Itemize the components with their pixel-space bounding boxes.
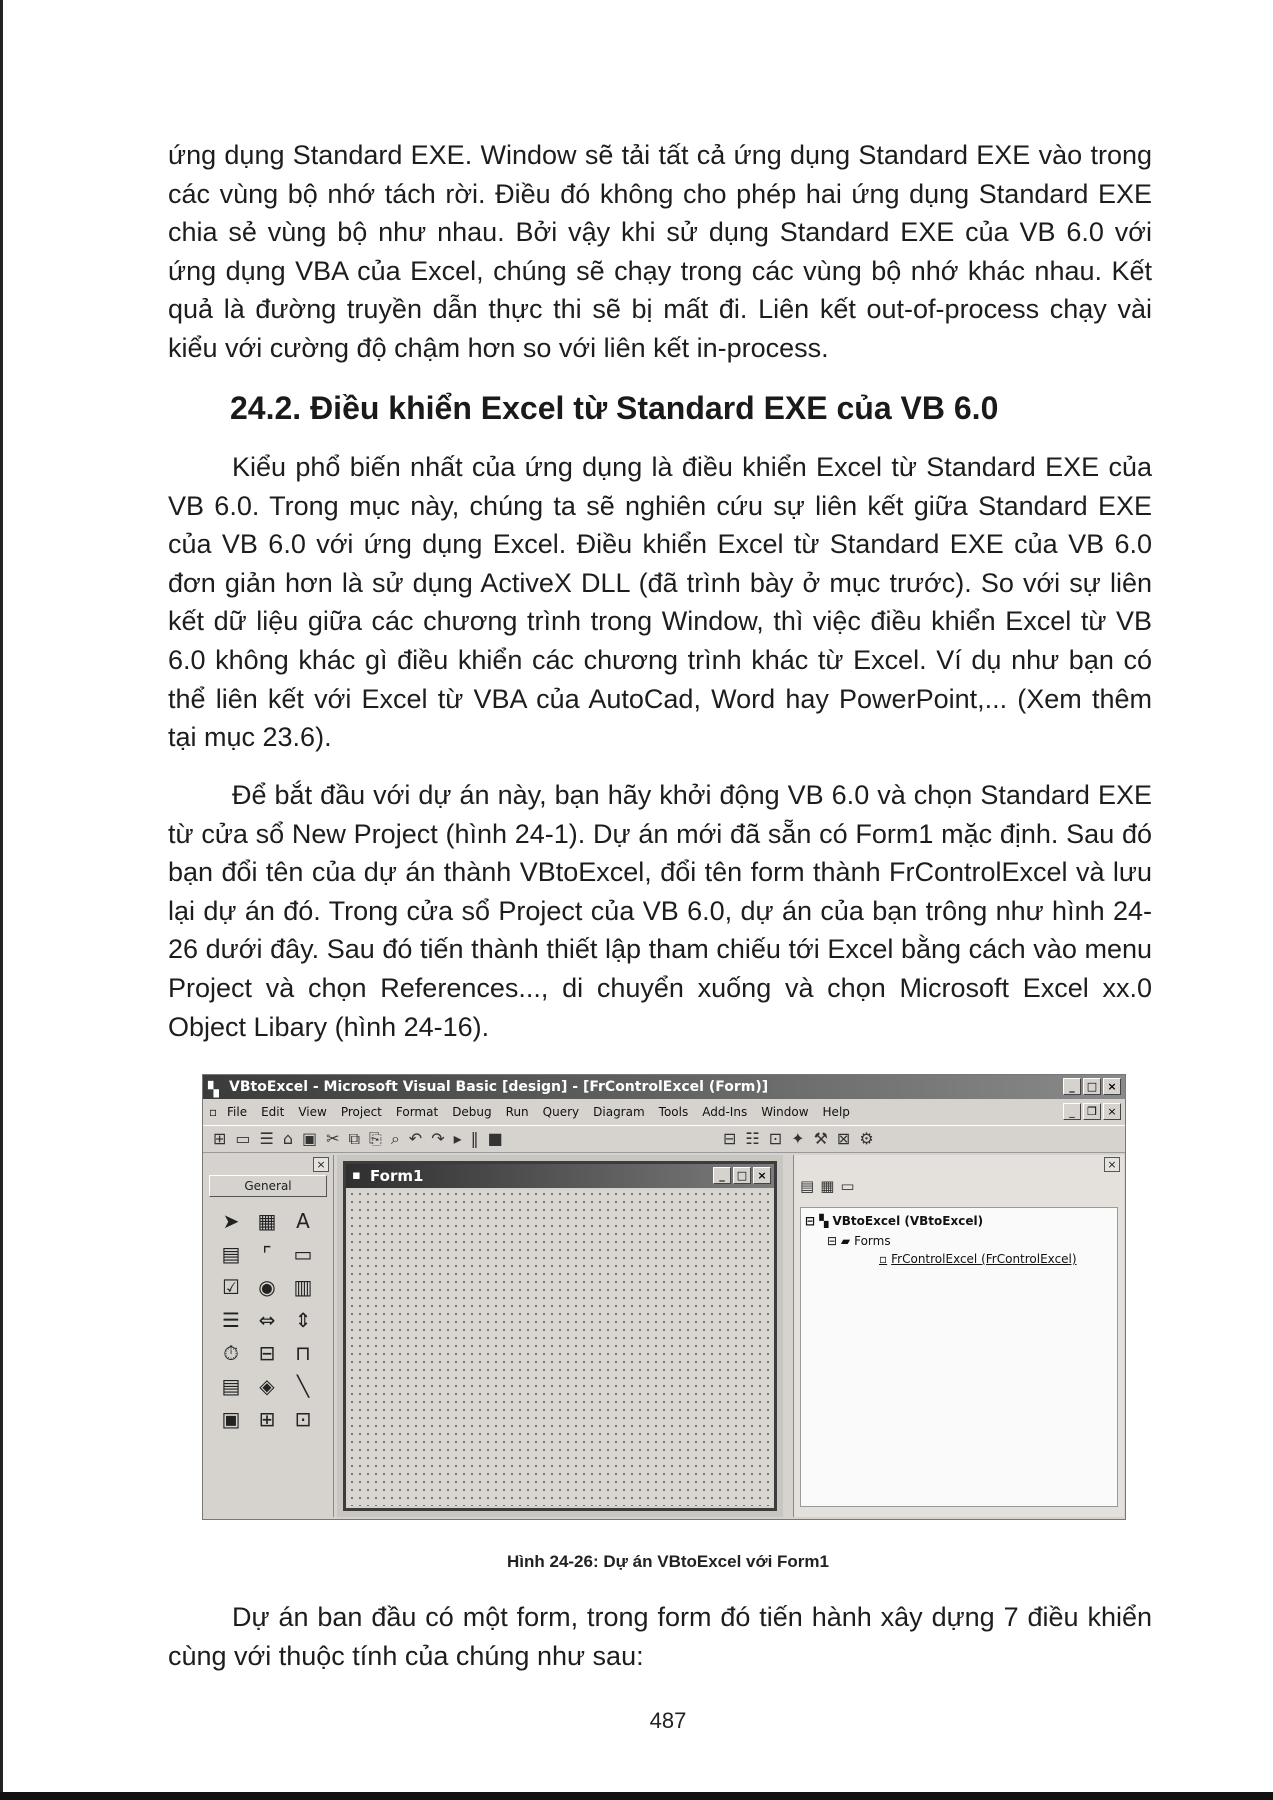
tree-project-label: VBtoExcel (VBtoExcel) [832,1214,984,1228]
tree-node-form[interactable] [879,1250,1077,1268]
standard-toolbar [203,1125,1125,1153]
vb6-ide-screenshot [202,1074,1126,1520]
close-button[interactable]: × [1103,1078,1121,1095]
component-manager-icon[interactable]: ⚙ [859,1129,874,1148]
menu-run[interactable]: Run [505,1105,529,1119]
toggle-folders-icon[interactable]: ▭ [840,1177,855,1195]
menu-edit[interactable]: Edit [261,1105,285,1119]
timer-tool-icon[interactable]: ⏱ [223,1341,239,1365]
project-explorer-buttons [800,1177,855,1195]
menu-view[interactable]: View [298,1105,327,1119]
form1-buttons [713,1167,771,1184]
cut-icon[interactable]: ✂ [326,1129,340,1148]
pointer-tool-icon[interactable]: ➤ [222,1209,240,1233]
textbox-tool-icon[interactable]: ▤ [221,1242,241,1266]
data-view-icon[interactable]: ⊠ [836,1129,851,1148]
project-close-icon[interactable]: × [1104,1157,1120,1172]
form1-designer-window[interactable] [343,1161,777,1511]
toolbox-tools [213,1205,321,1436]
menu-file[interactable]: File [227,1105,248,1119]
copy-icon[interactable]: ⧉ [348,1129,360,1148]
shape-tool-icon[interactable]: ◈ [259,1374,275,1398]
ide-menubar [203,1101,1125,1123]
paragraph-closing [168,1598,1152,1675]
start-icon[interactable]: ▸ [453,1129,462,1148]
filelistbox-tool-icon[interactable]: ▤ [221,1374,241,1398]
hscrollbar-tool-icon[interactable]: ⇔ [258,1308,276,1332]
project-explorer-icon[interactable]: ⊟ [723,1129,737,1148]
page-number: 487 [649,1708,687,1733]
paste-icon[interactable]: ⎘ [369,1129,382,1148]
data-tool-icon[interactable]: ⊞ [258,1407,276,1431]
paragraph-section [168,448,1152,757]
project-icon: ⊟ ▚ [805,1214,829,1228]
end-icon[interactable]: ■ [487,1129,503,1148]
ole-tool-icon[interactable]: ⊡ [294,1407,312,1431]
combobox-tool-icon[interactable]: ▥ [293,1275,313,1299]
picturebox-tool-icon[interactable]: ▦ [257,1209,277,1233]
object-browser-icon[interactable]: ✦ [791,1129,805,1148]
paragraph-steps [168,776,1152,1046]
form1-title: Form1 [370,1167,424,1185]
form-file-icon: ▫ [879,1252,888,1266]
menu-format[interactable]: Format [395,1105,439,1119]
paragraph-intro-text: ứng dụng Standard EXE. Window sẽ tải tất cả ứng dụng Standard EXE vào trong các vùng bộ nhớ tách rời. Điều đó không cho phép hai ứng dụng Standard EXE chia sẻ vùng bộ như nhau. Bởi vậy khi sử dụng Standard EXE của VB 6.0 với ứng dụng VBA của Excel, chúng sẽ chạy trong các vùng bộ nhớ khác nhau. Kết quả là đường truyền dẫn thực thi sẽ bị mất đi. Liên kết out-of-process chạy vài kiểu với cường độ chậm hơn so với liên kết in-process. [168,140,1152,363]
drivelistbox-tool-icon[interactable]: ⊟ [258,1341,276,1365]
section-heading: 24.2. Điều khiển Excel từ Standard EXE của VB 6.0 [230,390,999,426]
form-minimize-button[interactable]: _ [713,1167,731,1184]
menu-list [227,1101,850,1123]
vb-app-icon: ▚ [208,1082,219,1098]
menu-query[interactable]: Query [542,1105,580,1119]
commandbutton-tool-icon[interactable]: ▭ [293,1242,313,1266]
paragraph-steps-text: Để bắt đầu với dự án này, bạn hãy khởi động VB 6.0 và chọn Standard EXE từ cửa sổ New Project (hình 24-1). Dự án mới đã sẵn có Form1 mặc định. Sau đó bạn đổi tên của dự án thành VBtoExcel, đổi tên form thành FrControlExcel và lưu lại dự án đó. Trong cửa sổ Project của VB 6.0, dự án của bạn trông như hình 24-26 dưới đây. Sau đó tiến thành thiết lập tham chiếu tới Excel bằng cách vào menu Project và chọn References..., di chuyển xuống và chọn Microsoft Excel xx.0 Object Libary (hình 24-16). [168,780,1152,1042]
mdi-window-buttons [1063,1103,1121,1120]
checkbox-tool-icon[interactable]: ☑ [222,1275,240,1299]
form-layout-icon[interactable]: ⊡ [768,1129,783,1148]
label-tool-icon[interactable]: A [296,1209,310,1233]
menu-add-ins[interactable]: Add-Ins [702,1105,748,1119]
tree-node-project[interactable] [805,1212,983,1230]
find-icon[interactable]: ⌕ [390,1129,400,1148]
view-code-icon[interactable]: ▤ [800,1177,815,1195]
menu-project[interactable]: Project [340,1105,382,1119]
ide-titlebar [203,1075,1125,1099]
toolbar-left-group [213,1126,503,1152]
add-project-icon[interactable]: ⊞ [213,1129,227,1148]
menu-window[interactable]: Window [761,1105,809,1119]
toolbar-right-group [723,1126,874,1152]
tree-form-label: FrControlExcel (FrControlExcel) [891,1252,1077,1266]
form1-titlebar [346,1164,774,1188]
folder-icon: ⊟ ▰ [827,1234,851,1248]
properties-window-icon[interactable]: ☷ [745,1129,760,1148]
ide-window-title: VBtoExcel - Microsoft Visual Basic [design] - [FrControlExcel (Form)] [229,1079,769,1095]
menu-tools[interactable]: Tools [658,1105,689,1119]
form-close-button[interactable]: × [753,1167,771,1184]
undo-icon[interactable]: ↶ [408,1129,423,1148]
figure-caption: Hình 24-26: Dự án VBtoExcel với Form1 [507,1552,829,1571]
menu-debug[interactable]: Debug [452,1105,492,1119]
dirlistbox-tool-icon[interactable]: ⊓ [295,1341,311,1365]
vscrollbar-tool-icon[interactable]: ⇕ [294,1308,312,1332]
add-form-icon[interactable]: ▭ [235,1129,251,1148]
line-tool-icon[interactable]: ╲ [296,1374,310,1398]
open-icon[interactable]: ⌂ [282,1129,294,1148]
form-icon: ▪ [352,1168,361,1183]
form-designer-area [337,1155,783,1517]
tree-folder-label: Forms [854,1234,891,1248]
optionbutton-tool-icon[interactable]: ◉ [258,1275,276,1299]
view-object-icon[interactable]: ▦ [820,1177,835,1195]
maximize-button[interactable]: □ [1083,1078,1101,1095]
toolbox-general-tab[interactable]: General [209,1175,327,1197]
toolbox-close-icon[interactable]: × [313,1157,329,1172]
paragraph-intro [168,136,1152,368]
mdi-restore-button[interactable]: ❐ [1083,1103,1101,1120]
ide-window-buttons [1063,1078,1121,1095]
listbox-tool-icon[interactable]: ☰ [222,1308,240,1332]
form-doc-icon: ▫ [209,1105,218,1119]
form-maximize-button[interactable]: □ [733,1167,751,1184]
form1-design-grid[interactable] [348,1190,772,1506]
image-tool-icon[interactable]: ▣ [221,1407,241,1431]
paragraph-section-text: Kiểu phổ biến nhất của ứng dụng là điều khiển Excel từ Standard EXE của VB 6.0. Trong mục này, chúng ta sẽ nghiên cứu sự liên kết giữa Standard EXE của VB 6.0 với ứng dụng Excel. Điều khiển Excel từ Standard EXE của VB 6.0 đơn giản hơn là sử dụng ActiveX DLL (đã trình bày ở mục trước). So với sự liên kết dữ liệu giữa các chương trình trong Window, thì việc điều khiển Excel từ VB 6.0 không khác gì điều khiển các chương trình khác từ Excel. Ví dụ như bạn có thể liên kết với Excel từ VBA của AutoCad, Word hay PowerPoint,... (Xem thêm tại mục 23.6). [168,452,1152,753]
mdi-minimize-button[interactable]: _ [1063,1103,1081,1120]
scan-edge-left [0,0,3,1800]
tree-node-forms-folder[interactable] [827,1232,891,1250]
mdi-close-button[interactable]: × [1103,1103,1121,1120]
save-icon[interactable]: ▣ [302,1129,318,1148]
toolbox-icon[interactable]: ⚒ [813,1129,828,1148]
break-icon[interactable]: ‖ [470,1129,479,1148]
minimize-button[interactable]: _ [1063,1078,1081,1095]
menu-editor-icon[interactable]: ☰ [259,1129,274,1148]
menu-help[interactable]: Help [822,1105,850,1119]
project-tree [800,1207,1118,1507]
paragraph-closing-text: Dự án ban đầu có một form, trong form đó tiến hành xây dựng 7 điều khiển cùng với thuộc tính của chúng như sau: [168,1602,1152,1671]
frame-tool-icon[interactable]: ⌜ [262,1242,272,1266]
redo-icon[interactable]: ↷ [431,1129,445,1148]
toolbox-panel [205,1155,334,1517]
project-explorer-panel [793,1155,1124,1517]
scan-edge-bottom [0,1792,1273,1800]
menu-diagram[interactable]: Diagram [593,1105,645,1119]
